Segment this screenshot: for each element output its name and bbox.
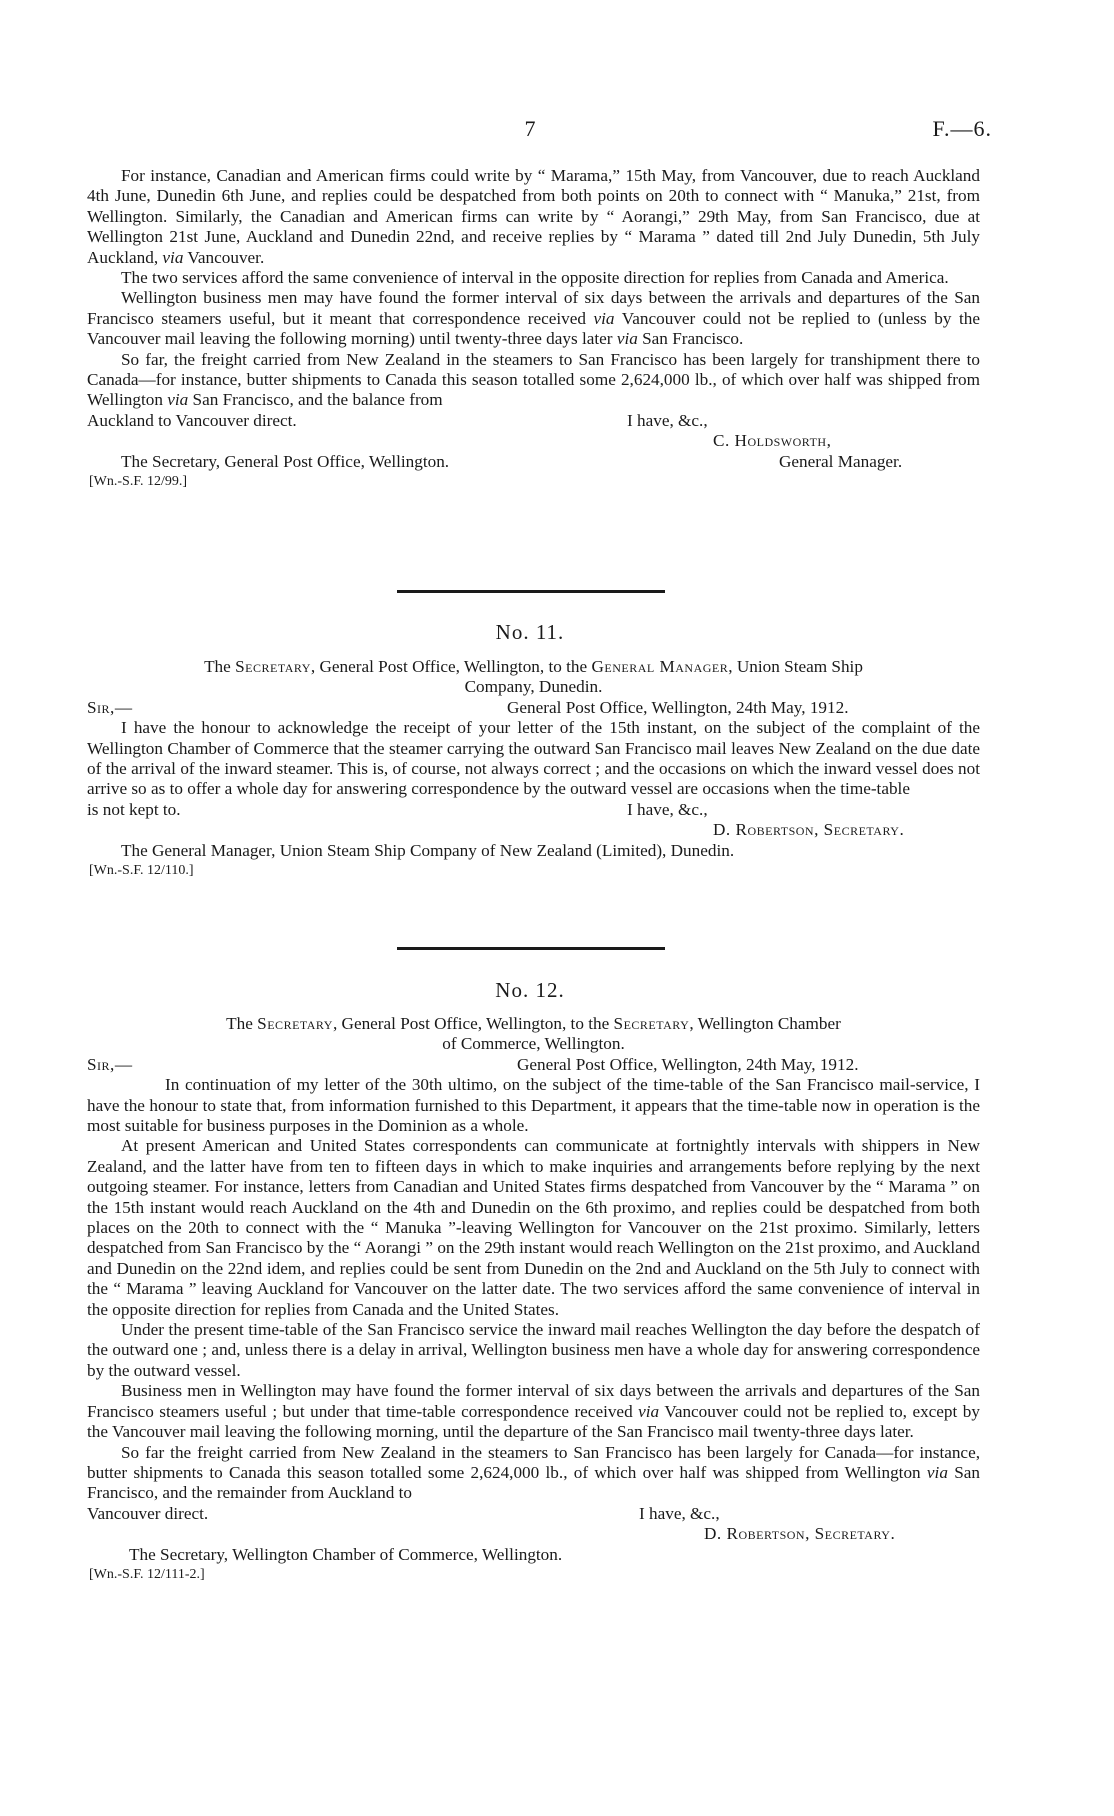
letter-11-title: No. 11. [495, 620, 565, 644]
paragraph-text: So far, the freight carried from New Zealand in the steamers to San Francisco has been largely for transhipment there to Canada—for instance, butter shipments to Canada this season totalled some 2,624,000 lb., of which over half was shipped from Wellington [87, 349, 980, 410]
file-reference-line [87, 861, 980, 881]
paragraph-text: Business men in Wellington may have found the former interval of six days between the arrivals and departures of the San Francisco steamers useful ; but under that time-table correspondence received [87, 1381, 980, 1421]
dateline: General Post Office, Wellington, 24th May, 1912. [507, 697, 849, 717]
signature-line [87, 820, 980, 840]
letter-12 [87, 1014, 980, 1585]
letter-12-title: No. 12. [495, 978, 565, 1002]
heading-text: , General Post Office, Wellington, to the [310, 657, 592, 676]
heading-role: Secretary [613, 1014, 690, 1033]
italic-text: via [926, 1462, 948, 1482]
addressee: The Secretary, General Post Office, Wellington. [121, 451, 450, 471]
closing: I have, &c., [627, 410, 708, 430]
closing: I have, &c., [639, 1503, 720, 1523]
paragraph [87, 288, 980, 349]
paragraph-text: In continuation of my letter of the 30th ultimo, on the subject of the time-table of the San Francisco mail-service, I have the honour to state that, from information furnished to this Department, it appears that the time-table now in operation is the most suitable for business purposes in the Dominion as a whole. [87, 1075, 980, 1136]
heading-text: The [226, 1014, 258, 1033]
heading-text: , Union Steam Ship [728, 657, 863, 676]
final-line: Auckland to Vancouver direct. [87, 410, 297, 430]
italic-text: via [638, 1401, 660, 1421]
signatory-name: C. Holdsworth, [713, 431, 832, 451]
file-reference: [Wn.-S.F. 12/110.] [89, 863, 194, 878]
paragraph [87, 1075, 980, 1136]
letter-heading [87, 657, 980, 677]
file-reference: [Wn.-S.F. 12/99.] [89, 474, 188, 490]
paragraph [87, 268, 980, 288]
italic-text: via [167, 390, 189, 410]
file-reference: [Wn.-S.F. 12/111-2.] [89, 1566, 205, 1582]
paragraph-text: For instance, Canadian and American firms could write by “ Marama,” 15th May, from Vancouver, due to reach Auckland 4th June, Dunedin 6th June, and replies could be despatched from both points on 20th to connect with “ Manuka,” 21st, from Wellington. Similarly, the Canadian and American firms can write by “ Aorangi,” 29th May, from San Francisco, due at Wellington 21st June, Auckland and Dunedin 22nd, and receive replies by “ Marama ” dated till 2nd July Dunedin, 5th July Auckland, [87, 166, 980, 267]
paragraph [87, 350, 980, 411]
heading-text: , General Post Office, Wellington, to the [332, 1014, 614, 1033]
letter-heading-line2: Company, Dunedin. [464, 677, 603, 697]
paragraph-text: Vancouver could not be replied to, except by the Vancouver mail leaving the following morning, until the departure of the San Francisco mail twenty-three days later. [87, 1401, 980, 1442]
signatory: D. Robertson, Secretary. [713, 820, 905, 840]
paragraph-text: Wellington business men may have found the former interval of six days between the arrivals and departures of the San Francisco steamers useful, but it meant that correspondence received [87, 288, 980, 328]
closing-line [87, 411, 980, 431]
page-number: 7 [524, 116, 536, 141]
addressee: The General Manager, Union Steam Ship Company of New Zealand (Limited), Dunedin. [121, 840, 735, 860]
paragraph [87, 1136, 980, 1320]
paragraph-text: Vancouver could not be replied to (unless by the Vancouver mail leaving the following morning) until twenty-three days later [87, 308, 980, 349]
letter-heading-line2: of Commerce, Wellington. [442, 1034, 625, 1054]
closing-line [87, 1504, 980, 1524]
signatory-title: General Manager. [779, 451, 903, 471]
paragraph [87, 1381, 980, 1442]
addressee: The Secretary, Wellington Chamber of Commerce, Wellington. [129, 1544, 563, 1564]
paragraph-text: The two services afford the same convenience of interval in the opposite direction for replies from Canada and America. [121, 268, 949, 288]
final-line: is not kept to. [87, 799, 181, 819]
paragraph-text: So far the freight carried from New Zealand in the steamers to San Francisco has been largely for Canada—for instance, butter shipments to Canada this season totalled some 2,624,000 lb., of which over half was shipped from Wellington [87, 1442, 980, 1482]
paragraph-text: San Francisco. [637, 329, 744, 349]
addressee-line [87, 1545, 980, 1565]
paragraph-text: San Francisco, and the balance from [188, 390, 443, 410]
italic-text: via [593, 308, 615, 328]
heading-text: , Wellington Chamber [689, 1014, 841, 1033]
signature-line [87, 431, 980, 451]
dateline: General Post Office, Wellington, 24th May, 1912. [517, 1054, 859, 1074]
heading-role: Secretary [235, 657, 311, 676]
final-line: Vancouver direct. [87, 1503, 209, 1523]
paragraph: I have the honour to acknowledge the receipt of your letter of the 15th instant, on the subject of the complaint of the Wellington Chamber of Commerce that the steamer carrying the outward San Francisco mail leaves New Zealand on the due date of the arrival of the inward steamer. This is, of course, not always correct ; and the occasions on which the inward vessel does not arrive so as to offer a whole day for answering correspondence by the outward vessel are occasions when the time-table [87, 718, 980, 799]
salutation-line [87, 698, 980, 718]
salutation: Sir,— [87, 697, 133, 717]
paragraph [87, 166, 980, 268]
letter-11 [87, 657, 980, 881]
salutation-line [87, 1055, 980, 1075]
italic-text: via [616, 329, 638, 349]
italic-text: via [162, 247, 184, 267]
section-divider [397, 947, 665, 950]
section-divider [397, 590, 665, 593]
paragraph-text: Under the present time-table of the San Francisco service the inward mail reaches Wellington the day before the despatch of the outward one ; and, unless there is a delay in arrival, Wellington business men have a whole day for answering correspondence by the outward vessel. [87, 1320, 980, 1380]
letter-heading [87, 1014, 980, 1034]
addressee-line [87, 452, 980, 472]
paragraph [87, 1320, 980, 1381]
paragraph-text: San Francisco, and the remainder from Auckland to [87, 1462, 980, 1503]
heading-role: Secretary [257, 1014, 333, 1033]
paragraph [87, 1443, 980, 1504]
file-reference-line [87, 472, 980, 492]
letter-10-tail [87, 166, 980, 492]
paragraph-text: At present American and United States correspondents can communicate at fortnightly intervals with shippers in New Zealand, and the latter have from ten to fifteen days in which to make inquiries and arrangements before replying by the next outgoing steamer. For instance, letters from Canadian and United States firms despatched from Vancouver by the “ Marama ” on the 15th instant would reach Auckland on the 4th and Dunedin on the 6th proximo, and replies could be despatched from both places on the 20th to connect with the “ Manuka ”-leaving Wellington for Vancouver on the 21st proximo. Similarly, letters despatched from San Francisco by the “ Aorangi ” on the 29th instant would reach Wellington on the 21st proximo, and Auckland and Dunedin on the 22nd idem, and replies could be sent from Dunedin on the 2nd and Auckland on the 5th July to connect with the “ Marama ” leaving Auckland for Vancouver on the latter date. The two services afford the same convenience of interval in the opposite direction for replies from Canada and the United States. [87, 1136, 980, 1319]
file-reference-line [87, 1565, 980, 1585]
paragraph-text: Vancouver. [183, 247, 265, 267]
heading-text: The [204, 657, 236, 676]
document-reference: F.—6. [932, 116, 992, 141]
signature-line [87, 1524, 980, 1544]
salutation: Sir,— [87, 1054, 133, 1074]
closing: I have, &c., [627, 799, 708, 819]
addressee-line [87, 841, 980, 861]
signatory: D. Robertson, Secretary. [704, 1524, 896, 1544]
closing-line [87, 800, 980, 820]
heading-role: General Manager [591, 657, 729, 676]
